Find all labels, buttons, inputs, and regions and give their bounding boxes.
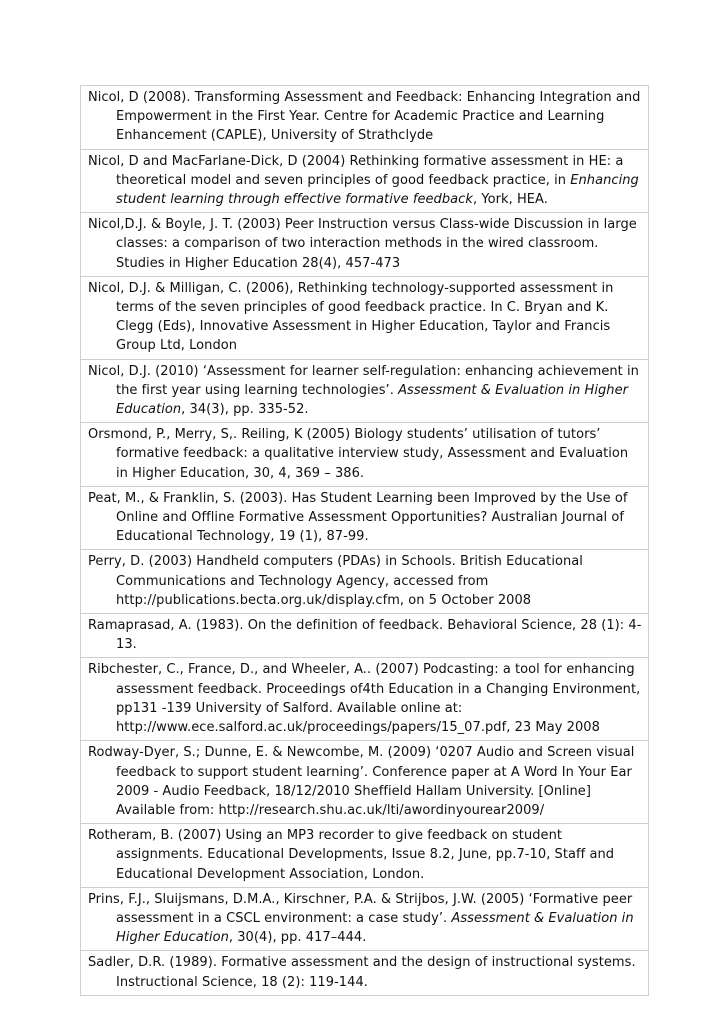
- reference-text-segment: Nicol, D.J. & Milligan, C. (2006), Rethinking technology-supported assessment in terms of the seven principles of good feedback practice. In C. Bryan and K. Clegg (Eds), Innovative Assessment in Higher Education, Taylor and Francis Group Ltd, London: [88, 280, 614, 354]
- reference-text-segment: , 30(4), pp. 417–444.: [228, 930, 367, 946]
- reference-row: [81, 422, 648, 486]
- reference-row: [81, 486, 648, 550]
- reference-text: [88, 616, 644, 654]
- reference-italic-title: Assessment & Evaluation in Higher Education: [116, 910, 634, 946]
- reference-italic-title: Assessment & Evaluation in Higher Education: [116, 382, 629, 418]
- reference-row: [81, 823, 648, 887]
- reference-row: [81, 887, 648, 951]
- reference-text: [88, 279, 644, 356]
- reference-row: [81, 657, 648, 740]
- reference-text: [88, 953, 644, 991]
- reference-row: [81, 950, 648, 994]
- reference-text: [88, 890, 644, 948]
- reference-text: [88, 88, 644, 146]
- reference-text-segment: Prins, F.J., Sluijsmans, D.M.A., Kirschner, P.A. & Strijbos, J.W. (2005) ‘Formative peer assessment in a CSCL environment: a case study’.: [88, 891, 633, 926]
- reference-text: [88, 425, 644, 483]
- reference-text-segment: Orsmond, P., Merry, S,. Reiling, K (2005) Biology students’ utilisation of tutors’ formative feedback: a qualitative interview study, Assessment and Evaluation in Higher Education, 30, 4, 369 – 386.: [88, 427, 629, 481]
- reference-text-segment: Sadler, D.R. (1989). Formative assessment and the design of instructional systems. Instructional Science, 18 (2): 119-144.: [88, 955, 636, 990]
- reference-text-segment: , 34(3), pp. 335-52.: [181, 402, 309, 418]
- reference-text: [88, 660, 644, 737]
- reference-text-segment: , York, HEA.: [472, 192, 548, 208]
- reference-text: [88, 152, 644, 210]
- reference-row: [81, 549, 648, 613]
- reference-row: [81, 212, 648, 276]
- reference-row: [81, 359, 648, 423]
- reference-text-segment: Peat, M., & Franklin, S. (2003). Has Student Learning been Improved by the Use of Online and Offline Formative Assessment Opportunities? Australian Journal of Educational Technology, 19 (1), 87-99.: [88, 490, 628, 545]
- reference-table: [80, 85, 649, 996]
- reference-text-segment: Perry, D. (2003) Handheld computers (PDAs) in Schools. British Educational Communications and Technology Agency, accessed from http://publications.becta.org.uk/display.cfm, on 5 October 2008: [88, 554, 583, 608]
- reference-italic-title: Enhancing student learning through effective formative feedback: [116, 172, 639, 208]
- reference-row: [81, 276, 648, 359]
- reference-text-segment: Nicol,D.J. & Boyle, J. T. (2003) Peer Instruction versus Class-wide Discussion in large classes: a comparison of two interaction methods in the wired classroom. Studies in Higher Education 28(4), 457-473: [88, 217, 637, 271]
- reference-text-segment: Ribchester, C., France, D., and Wheeler, A.. (2007) Podcasting: a tool for enhancing assessment feedback. Proceedings of4th Education in a Changing Environment, pp131 -139 University of Salford. Available online at: http://www.ece.salford.ac.uk/proceedings/papers/15_07.pdf, 23 May 2008: [88, 662, 641, 736]
- reference-text: [88, 362, 644, 420]
- reference-text-segment: Rodway-Dyer, S.; Dunne, E. & Newcombe, M. (2009) ‘0207 Audio and Screen visual feedback to support student learning’. Conference paper at A Word In Your Ear 2009 - Audio Feedback, 18/12/2010 Sheffield Hallam University. [Online] Available from: http://research.shu.ac.uk/lti/awordinyourear2009/: [88, 745, 635, 818]
- reference-row: [81, 149, 648, 213]
- reference-text: [88, 552, 644, 610]
- reference-text: [88, 215, 644, 273]
- reference-text: [88, 826, 644, 884]
- reference-text-segment: Nicol, D.J. (2010) ‘Assessment for learner self-regulation: enhancing achievement in the first year using learning technologies’.: [88, 363, 639, 398]
- reference-text: [88, 489, 644, 547]
- reference-row: [81, 613, 648, 657]
- reference-text-segment: Rotheram, B. (2007) Using an MP3 recorder to give feedback on student assignments. Educational Developments, Issue 8.2, June, pp.7-10, Staff and Educational Development Association, London.: [88, 828, 615, 882]
- reference-text-segment: Nicol, D and MacFarlane-Dick, D (2004) Rethinking formative assessment in HE: a theoretical model and seven principles of good feedback practice, in: [88, 153, 624, 188]
- reference-text-segment: Ramaprasad, A. (1983). On the definition of feedback. Behavioral Science, 28 (1): 4-13.: [88, 618, 642, 653]
- reference-row: [81, 86, 648, 149]
- reference-text-segment: Nicol, D (2008). Transforming Assessment and Feedback: Enhancing Integration and Empowerment in the First Year. Centre for Academic Practice and Learning Enhancement (CAPLE), University of Strathclyde: [88, 90, 641, 144]
- reference-row: [81, 740, 648, 823]
- reference-text: [88, 743, 644, 820]
